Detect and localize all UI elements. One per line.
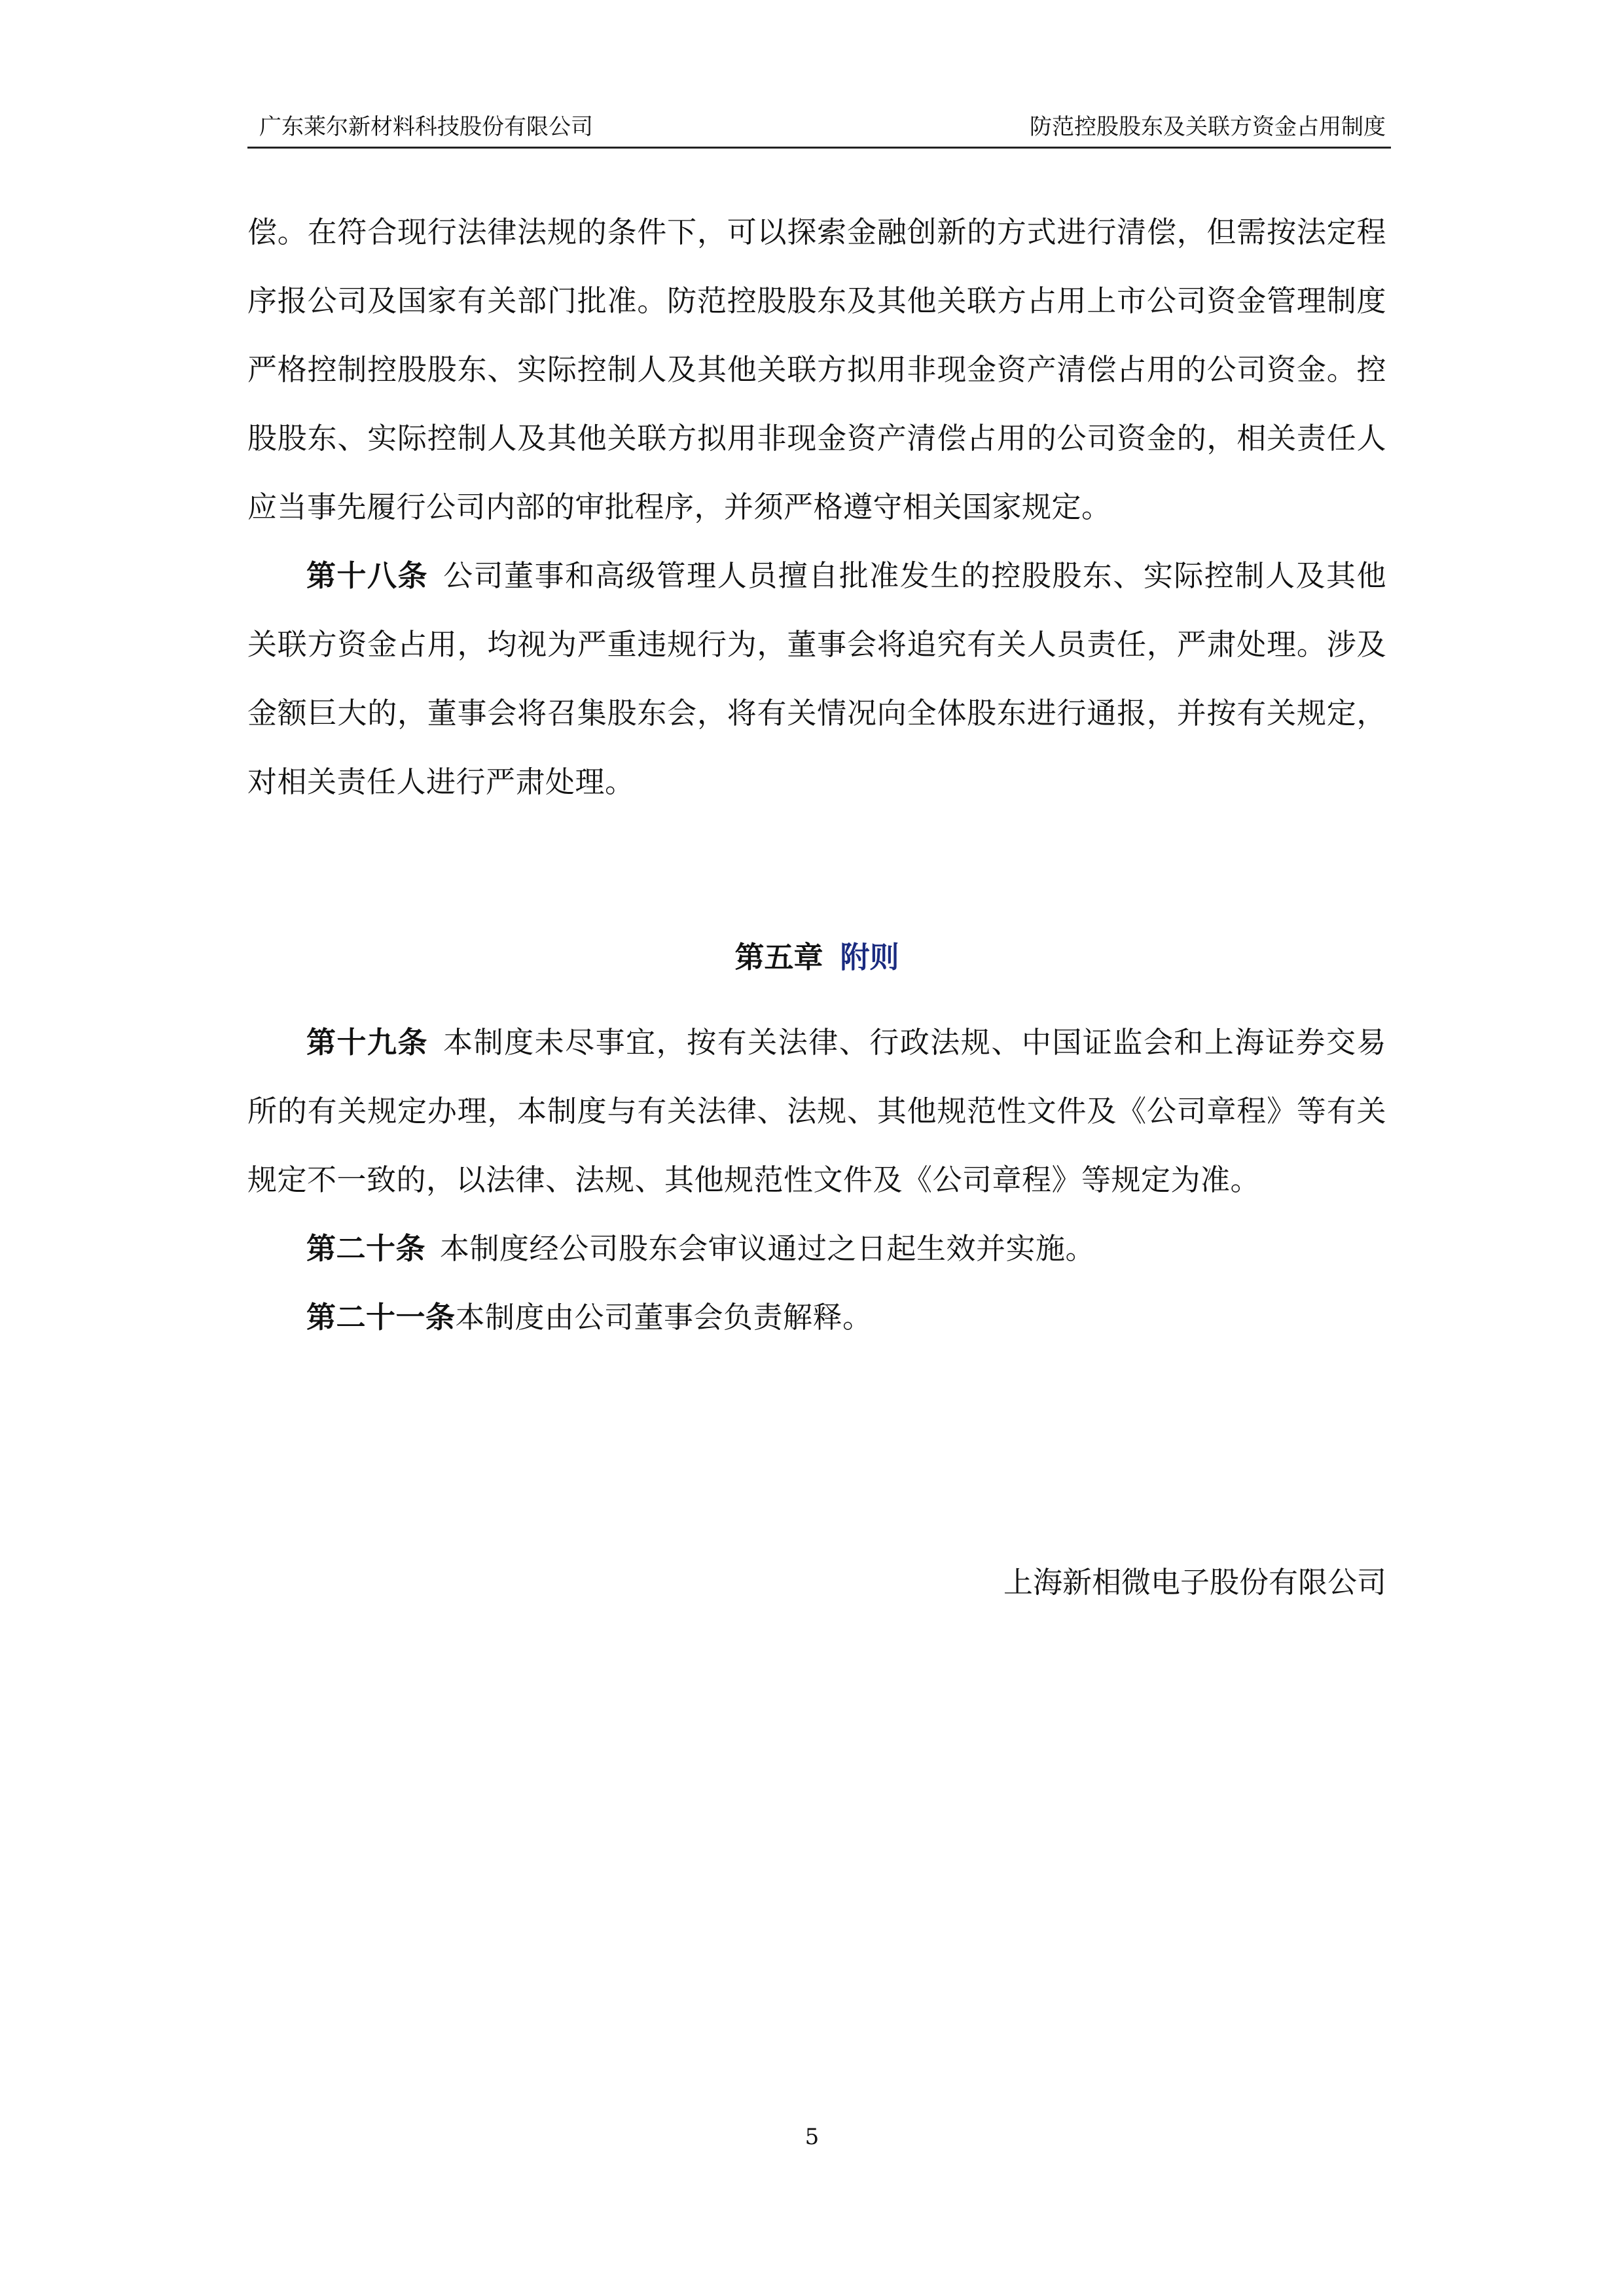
header-document-title: 防范控股股东及关联方资金占用制度 bbox=[1030, 114, 1386, 140]
page-number: 5 bbox=[804, 2124, 820, 2150]
article-20 bbox=[247, 1214, 1386, 1283]
article-18-title: 第十八条 bbox=[306, 558, 429, 593]
article-21-text: 本制度由公司董事会负责解释。 bbox=[455, 1300, 873, 1335]
document-body bbox=[247, 198, 1386, 816]
article-18-text: 公司董事和高级管理人员擅自批准发生的控股股东、实际控制人及其他关联方资金占用，均视为严重违规行为，董事会将追究有关人员责任，严肃处理。涉及金额巨大的，董事会将召集股东会，将有关情况向全体股东进行通报，并按有关规定，对相关责任人进行严肃处理。 bbox=[247, 558, 1386, 799]
article-21 bbox=[247, 1283, 1386, 1352]
article-19 bbox=[247, 1008, 1386, 1214]
page-header bbox=[247, 113, 1391, 149]
chapter-body bbox=[247, 1008, 1386, 1352]
article-20-text: 本制度经公司股东会审议通过之日起生效并实施。 bbox=[440, 1231, 1096, 1266]
company-signature: 上海新相微电子股份有限公司 bbox=[1003, 1565, 1386, 1600]
chapter-heading bbox=[247, 923, 1386, 992]
header-company: 广东莱尔新材料科技股份有限公司 bbox=[259, 114, 593, 140]
article-19-title: 第十九条 bbox=[306, 1025, 429, 1060]
article-21-title: 第二十一条 bbox=[306, 1300, 456, 1335]
chapter-number: 第五章 bbox=[734, 940, 823, 975]
article-19-text: 本制度未尽事宜，按有关法律、行政法规、中国证监会和上海证券交易所的有关规定办理，本制度与有关法律、法规、其他规范性文件及《公司章程》等有关规定不一致的，以法律、法规、其他规范性文件及《公司章程》等规定为准。 bbox=[247, 1025, 1386, 1197]
paragraph-continuation: 偿。在符合现行法律法规的条件下，可以探索金融创新的方式进行清偿，但需按法定程序报公司及国家有关部门批准。防范控股股东及其他关联方占用上市公司资金管理制度严格控制控股股东、实际控制人及其他关联方拟用非现金资产清偿占用的公司资金。控股股东、实际控制人及其他关联方拟用非现金资产清偿占用的公司资金的，相关责任人应当事先履行公司内部的审批程序，并须严格遵守相关国家规定。 bbox=[247, 215, 1386, 524]
article-20-title: 第二十条 bbox=[306, 1231, 426, 1266]
chapter-name: 附则 bbox=[840, 940, 899, 975]
article-18 bbox=[247, 541, 1386, 816]
